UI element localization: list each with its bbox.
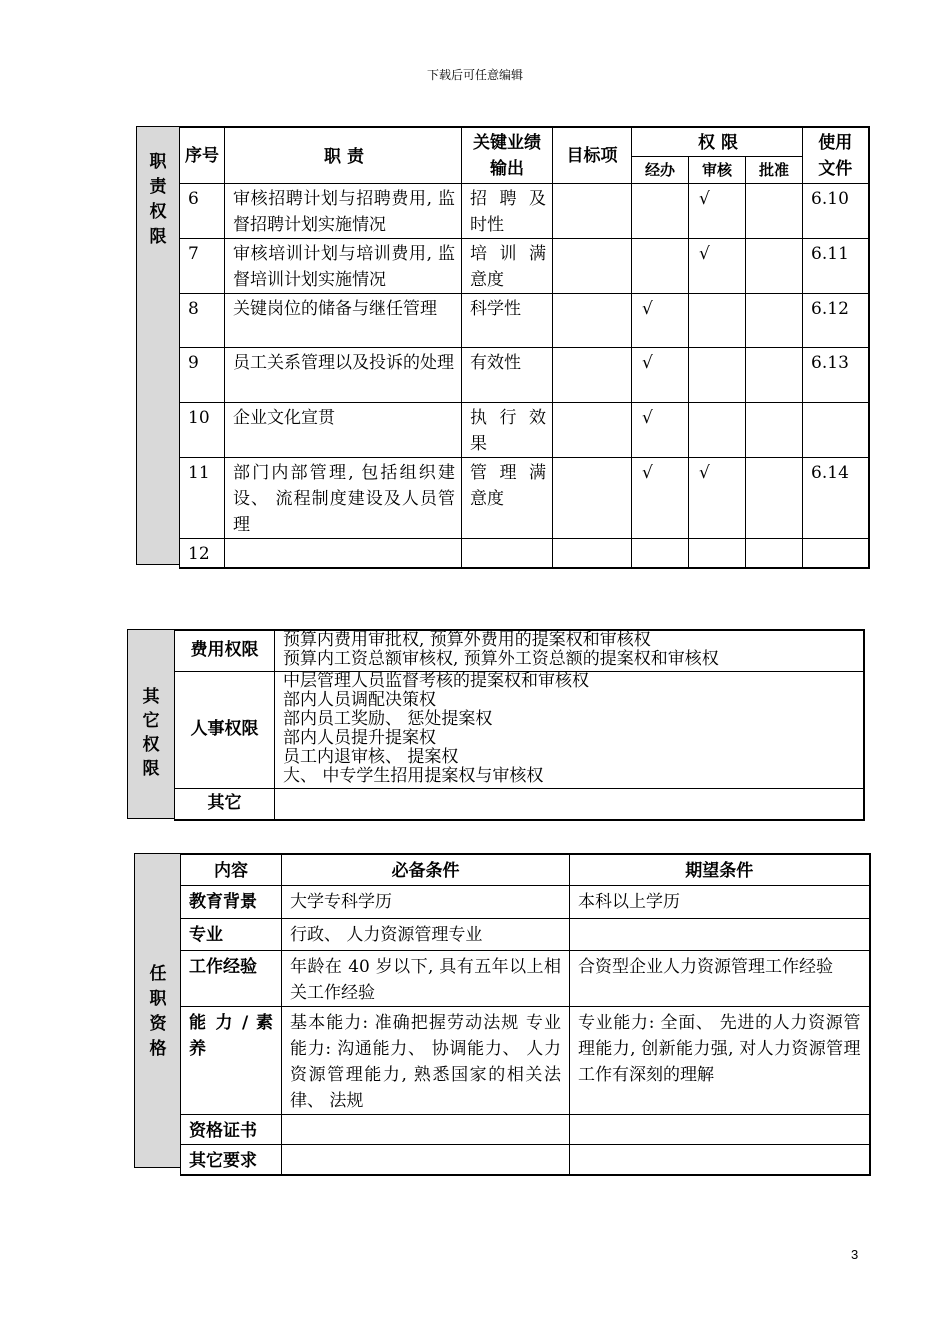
row-review: √ xyxy=(689,184,746,239)
row-review xyxy=(689,294,746,348)
row-kpi xyxy=(462,539,553,569)
qualification-required xyxy=(282,1144,570,1175)
other-authority-content xyxy=(275,671,864,788)
other-authority-side-label-text: 其它权限 xyxy=(142,687,160,779)
authority-line: 大、 中专学生招用提案权与审核权 xyxy=(283,765,544,786)
row-duty: 员工关系管理以及投诉的处理 xyxy=(225,348,462,403)
row-docs: 6.14 xyxy=(803,458,869,539)
row-approve xyxy=(746,239,803,294)
row-duty: 审核培训计划与培训费用, 监督培训计划实施情况 xyxy=(225,239,462,294)
row-target xyxy=(553,539,632,569)
row-review: √ xyxy=(689,239,746,294)
row-approve xyxy=(746,539,803,569)
qualification-required xyxy=(282,1114,570,1144)
qualification-desired: 合资型企业人力资源管理工作经验 xyxy=(570,950,870,1006)
qualification-desired xyxy=(570,1144,870,1175)
qualification-label: 工作经验 xyxy=(181,950,282,1006)
row-docs xyxy=(803,403,869,458)
table-row xyxy=(180,348,869,403)
qualifications-side-label-text: 任职资格 xyxy=(149,964,167,1059)
qualification-label: 其它要求 xyxy=(181,1144,282,1175)
table-row xyxy=(181,1114,870,1144)
qualifications-table xyxy=(180,853,871,1176)
row-review: √ xyxy=(689,458,746,539)
header-target: 目标项 xyxy=(553,127,632,184)
row-seq: 11 xyxy=(180,458,225,539)
qualification-label: 资格证书 xyxy=(181,1114,282,1144)
row-duty xyxy=(225,539,462,569)
other-authority-label: 人事权限 xyxy=(175,671,275,788)
header-authority: 权 限 xyxy=(632,127,803,157)
other-authority-content xyxy=(275,788,864,820)
row-target xyxy=(553,458,632,539)
table-row xyxy=(180,403,869,458)
header-approve: 批准 xyxy=(746,157,803,184)
table-row xyxy=(181,885,870,918)
qualification-required: 行政、 人力资源管理专业 xyxy=(282,918,570,950)
table-row xyxy=(180,184,869,239)
row-approve xyxy=(746,294,803,348)
table-row xyxy=(180,539,869,569)
row-duty: 企业文化宣贯 xyxy=(225,403,462,458)
header-review: 审核 xyxy=(689,157,746,184)
qualification-label: 教育背景 xyxy=(181,885,282,918)
row-handle xyxy=(632,239,689,294)
row-seq: 12 xyxy=(180,539,225,569)
row-handle xyxy=(632,539,689,569)
other-authority-content xyxy=(275,630,864,671)
qualifications-side-label xyxy=(146,962,170,1062)
table-row xyxy=(181,950,870,1006)
other-authority-label: 其它 xyxy=(175,788,275,820)
qualification-required: 大学专科学历 xyxy=(282,885,570,918)
row-handle: √ xyxy=(632,294,689,348)
row-seq: 9 xyxy=(180,348,225,403)
page-header: 下载后可任意编辑 xyxy=(426,68,523,82)
row-handle: √ xyxy=(632,348,689,403)
row-seq: 7 xyxy=(180,239,225,294)
qualification-label: 能 力 / 素养 xyxy=(181,1006,282,1114)
row-docs: 6.10 xyxy=(803,184,869,239)
table-row xyxy=(181,1006,870,1114)
row-approve xyxy=(746,184,803,239)
row-seq: 6 xyxy=(180,184,225,239)
row-seq: 10 xyxy=(180,403,225,458)
qualification-required: 年龄在 40 岁以下, 具有五年以上相关工作经验 xyxy=(282,950,570,1006)
row-target xyxy=(553,348,632,403)
row-docs: 6.11 xyxy=(803,239,869,294)
row-handle: √ xyxy=(632,458,689,539)
other-authority-label: 费用权限 xyxy=(175,630,275,671)
qualification-label: 专业 xyxy=(181,918,282,950)
header-handle: 经办 xyxy=(632,157,689,184)
duties-side-label xyxy=(146,150,170,250)
table-row xyxy=(180,294,869,348)
row-seq: 8 xyxy=(180,294,225,348)
row-duty: 部门内部管理, 包括组织建设、 流程制度建设及人员管理 xyxy=(225,458,462,539)
row-kpi: 科学性 xyxy=(462,294,553,348)
table-row xyxy=(180,239,869,294)
qualification-desired: 本科以上学历 xyxy=(570,885,870,918)
row-kpi: 管 理 满意度 xyxy=(462,458,553,539)
table-row xyxy=(181,918,870,950)
table-row xyxy=(180,458,869,539)
header-kpi: 关键业绩输出 xyxy=(462,127,553,184)
row-review xyxy=(689,348,746,403)
row-duty: 审核招聘计划与招聘费用, 监督招聘计划实施情况 xyxy=(225,184,462,239)
qualification-desired xyxy=(570,1114,870,1144)
authority-line: 预算内费用审批权, 预算外费用的提案权和审核权 xyxy=(283,630,651,650)
authority-line: 中层管理人员监督考核的提案权和审核权 xyxy=(283,670,589,691)
row-kpi: 有效性 xyxy=(462,348,553,403)
page-number: 3 xyxy=(851,1247,859,1262)
row-handle xyxy=(632,184,689,239)
header-seq: 序号 xyxy=(180,127,225,184)
row-approve xyxy=(746,403,803,458)
table-row xyxy=(181,1144,870,1175)
row-duty: 关键岗位的储备与继任管理 xyxy=(225,294,462,348)
qualification-desired: 专业能力: 全面、 先进的人力资源管理能力, 创新能力强, 对人力资源管理工作有深刻的理解 xyxy=(570,1006,870,1114)
header-desired: 期望条件 xyxy=(570,854,870,885)
row-kpi: 执 行 效果 xyxy=(462,403,553,458)
table-row xyxy=(175,630,864,671)
duties-table xyxy=(179,126,870,569)
row-docs: 6.13 xyxy=(803,348,869,403)
header-duty: 职 责 xyxy=(225,127,462,184)
other-authority-side-label xyxy=(139,685,163,781)
authority-line: 预算内工资总额审核权, 预算外工资总额的提案权和审核权 xyxy=(283,649,719,669)
row-docs xyxy=(803,539,869,569)
row-kpi: 培 训 满意度 xyxy=(462,239,553,294)
authority-line: 部内人员提升提案权 xyxy=(283,727,436,748)
row-docs: 6.12 xyxy=(803,294,869,348)
header-docs: 使用文件 xyxy=(803,127,869,184)
table-row xyxy=(175,671,864,788)
row-approve xyxy=(746,458,803,539)
authority-line: 员工内退审核、 提案权 xyxy=(283,746,459,767)
row-review xyxy=(689,403,746,458)
authority-line: 部内员工奖励、 惩处提案权 xyxy=(283,708,493,729)
authority-line: 部内人员调配决策权 xyxy=(283,689,436,710)
row-target xyxy=(553,184,632,239)
table-row xyxy=(175,788,864,820)
header-required: 必备条件 xyxy=(282,854,570,885)
duties-side-label-text: 职责权限 xyxy=(149,152,167,247)
qualification-required: 基本能力: 准确把握劳动法规 专业能力: 沟通能力、 协调能力、 人力资源管理能力, 熟悉国家的相关法律、 法规 xyxy=(282,1006,570,1114)
row-target xyxy=(553,239,632,294)
header-content: 内容 xyxy=(181,854,282,885)
qualification-desired xyxy=(570,918,870,950)
row-review xyxy=(689,539,746,569)
other-authority-table xyxy=(174,629,865,821)
row-target xyxy=(553,294,632,348)
row-handle: √ xyxy=(632,403,689,458)
row-target xyxy=(553,403,632,458)
row-approve xyxy=(746,348,803,403)
row-kpi: 招 聘 及时性 xyxy=(462,184,553,239)
